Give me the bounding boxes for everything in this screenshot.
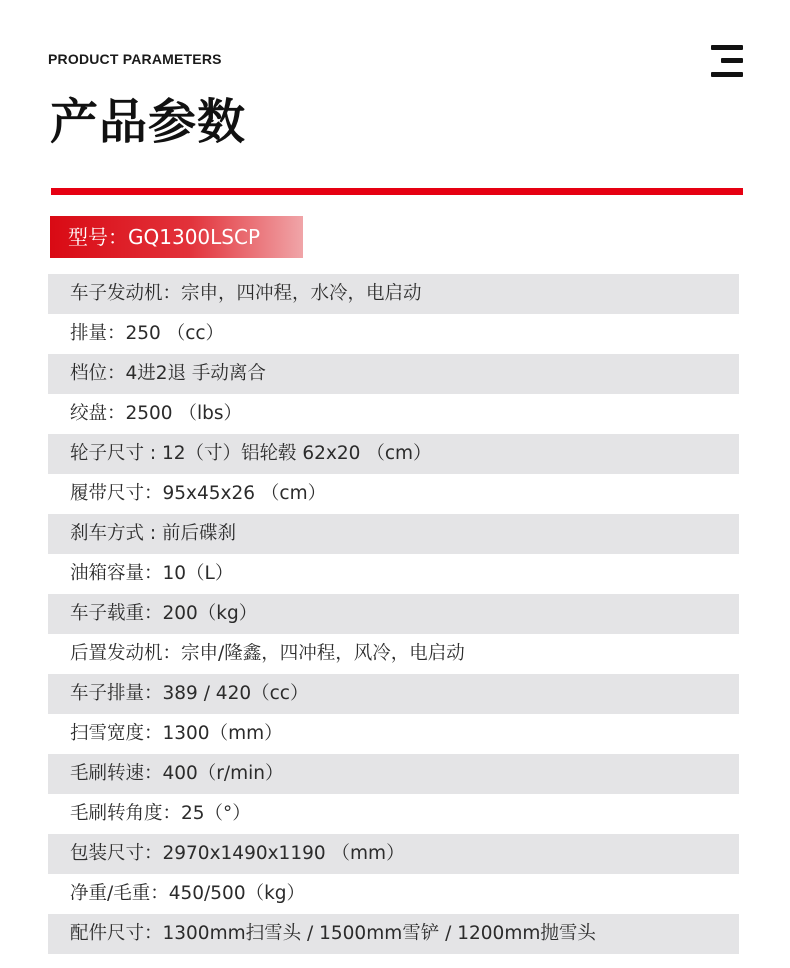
param-row-fuel-tank: 油箱容量：10（L） [48,554,739,594]
menu-bar-top [711,45,743,50]
param-row-brush-angle: 毛刷转角度：25（°） [48,794,739,834]
param-row-engine: 车子发动机：宗申，四冲程，水冷，电启动 [48,274,739,314]
section-eyebrow: PRODUCT PARAMETERS [48,51,222,67]
param-row-winch: 绞盘：2500 （lbs） [48,394,739,434]
param-row-rear-engine: 后置发动机：宗申/隆鑫，四冲程，风冷，电启动 [48,634,739,674]
red-divider [51,188,743,195]
param-row-accessories: 配件尺寸：1300mm扫雪头 / 1500mm雪铲 / 1200mm抛雪头 [48,914,739,954]
param-row-weight: 净重/毛重：450/500（kg） [48,874,739,914]
param-row-displacement: 排量：250 （cc） [48,314,739,354]
model-badge: 型号：GQ1300LSCP [50,216,303,258]
param-row-sweep-width: 扫雪宽度：1300（mm） [48,714,739,754]
param-row-track-size: 履带尺寸：95x45x26 （cm） [48,474,739,514]
param-row-rear-displacement: 车子排量：389 / 420（cc） [48,674,739,714]
param-row-gears: 档位：4进2退 手动离合 [48,354,739,394]
menu-bar-middle [721,58,743,63]
menu-bar-bottom [711,72,743,77]
param-row-brush-speed: 毛刷转速：400（r/min） [48,754,739,794]
hamburger-menu-icon[interactable] [709,44,743,78]
param-row-package-size: 包装尺寸：2970x1490x1190 （mm） [48,834,739,874]
param-row-wheel-size: 轮子尺寸 : 12（寸）铝轮毂 62x20 （cm） [48,434,739,474]
page-title: 产品参数 [50,94,247,150]
param-row-brakes: 刹车方式 : 前后碟刹 [48,514,739,554]
param-row-load: 车子载重：200（kg） [48,594,739,634]
parameter-list [48,274,739,954]
